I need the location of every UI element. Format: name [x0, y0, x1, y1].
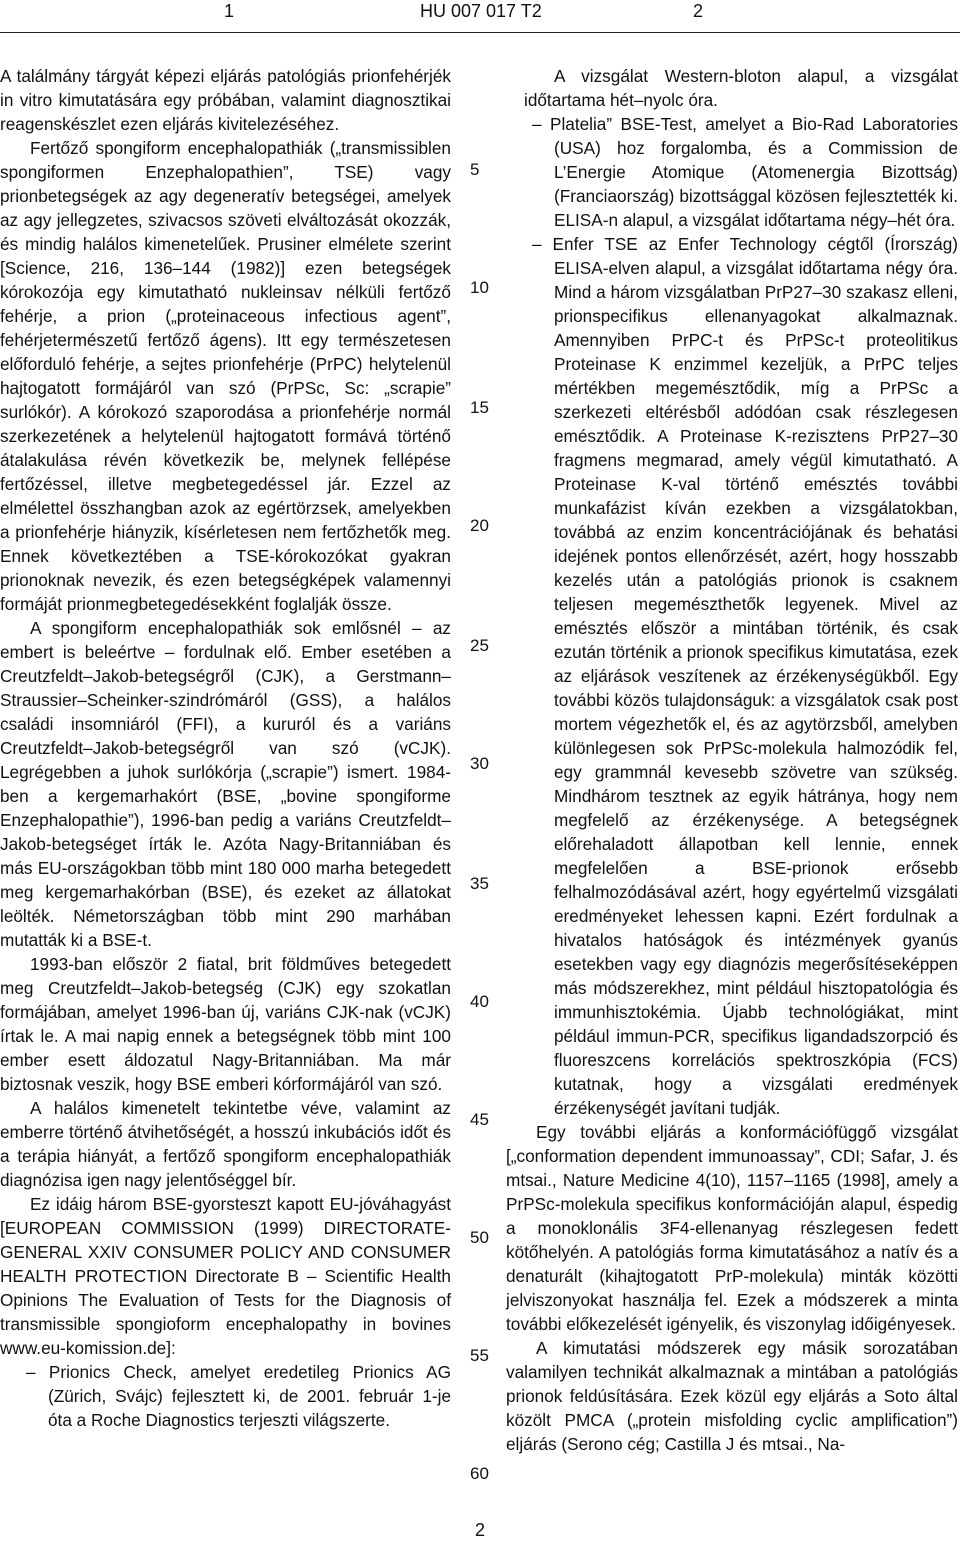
paragraph: A vizsgálat Western-bloton alapul, a vizsgálat időtartama hét–nyolc óra.: [524, 66, 958, 110]
line-number: 25: [470, 636, 489, 655]
line-number: 5: [470, 160, 480, 179]
header-right-page-number: 2: [693, 1, 704, 21]
paragraph: A spongiform encephalopathiák sok emlősnél – az embert is beleértve – fordulnak elő. Ember esetében a Creutzfeldt–Jakob-betegségről (CJK), a Gerstmann–Straussier–Scheinker-szindrómáról (GSS), a halálos családi insomniáról (FFI), a kururól és a variáns Creutzfeldt–Jakob-betegségről van szó (vCJK). Legrégebben a juhok surlókórja („scrapie”) ismert. 1984-ben a kergemarhakórt (BSE, „bovine spongiforme Enzephalopathie”), 1996-ban pedig a variáns Creutzfeldt–Jakob-betegséget írták le. Azóta Nagy-Britanniában és más EU-országokban több mint 180 000 marha betegedett meg kergemarhakórban (BSE), és ezeket az állatokat leölték. Németországban több mint 290 marhában mutatták ki a BSE-t.: [0, 618, 451, 950]
left-column: [0, 64, 451, 1432]
paragraph: Ez idáig három BSE-gyorsteszt kapott EU-jóváhagyást [EUROPEAN COMMISSION (1999) DIRECTORATE-GENERAL XXIV CONSUMER POLICY AND CONSUMER HEALTH PROTECTION Directorate B – Scientific Health Opinions The Evaluation of Tests for the Diagnosis of transmissible spongioform encephalopathy in bovines www.eu-komission.de]:: [0, 1194, 451, 1358]
line-number: 55: [470, 1346, 489, 1365]
list-item: – Platelia” BSE-Test, amelyet a Bio-Rad Laboratories (USA) hoz forgalomba, és a Commission de L’Energie Atomique (Atomenergia Bizottság) (Franciaország) bizottsággal közösen fejlesztették ki. ELISA-n alapul, a vizsgálat időtartama négy–hét óra.: [532, 114, 958, 230]
right-column: [506, 64, 958, 1456]
header-rule: [0, 32, 960, 33]
line-number: 20: [470, 516, 489, 535]
line-number: 35: [470, 874, 489, 893]
list-item: – Prionics Check, amelyet eredetileg Prionics AG (Zürich, Svájc) fejlesztett ki, de 2001. február 1-je óta a Roche Diagnostics terjeszti világszerte.: [26, 1362, 451, 1430]
paragraph: A halálos kimenetelt tekintetbe véve, valamint az emberre történő átvihetőségét, a hosszú inkubációs időt és a terápia hiányát, a fertőző spongiform encephalopathiák diagnózisa igen nagy jelentőséggel bír.: [0, 1098, 451, 1190]
line-number: 15: [470, 398, 489, 417]
line-number: 45: [470, 1110, 489, 1129]
line-number: 50: [470, 1228, 489, 1247]
paragraph: A találmány tárgyát képezi eljárás patológiás prionfehérjék in vitro kimutatására egy próbában, valamint diagnosztikai reagenskészlet ezen eljárás kivitelezéséhez.: [0, 66, 451, 134]
header-left-page-number: 1: [224, 1, 235, 21]
line-number: 40: [470, 992, 489, 1011]
footer-page-number: 2: [474, 1520, 485, 1540]
paragraph: A kimutatási módszerek egy másik sorozatában valamilyen technikát alkalmaznak a mintában a patológiás prionok feldúsítására. Ezek közül egy eljárás a Soto által közölt PMCA („protein misfolding cyclic amplification”) eljárás (Serono cég; Castilla J és mtsai., Na-: [506, 1338, 958, 1454]
line-number: 10: [470, 278, 489, 297]
list-item: – Enfer TSE az Enfer Technology cégtől (Írország) ELISA-elven alapul, a vizsgálat időtartama négy óra. Mind a három vizsgálatban PrP27–30 szakasz elleni, prionspecifikus ellenanyagokat alkalmaznak. Amennyiben PrPC-t és PrPSc-t proteolitikus Proteinase K enzimmel kezeljük, a PrPC teljes mértékben megemésztődik, míg a PrPSc a szerkezeti eltérésből adódóan csak részlegesen emésztődik. A Proteinase K-rezisztens PrP27–30 fragmens megmarad, amely végül kimutatható. A Proteinase K-val történő emésztés további munkafázist kíván ezekben a vizsgálatokban, továbbá az enzim koncentrációjának és behatási idejének pontos ellenőrzését, azért, hogy hosszabb kezelés után a patológiás prionok is csaknem teljesen megemészthetők legyenek. Mivel az emésztés először a mintában történik, és csak ezután történik a prionok specifikus kimutatása, ezek az eljárások veszítenek az érzékenységükből. Egy további közös tulajdonságuk: a vizsgálatok csak post mortem végezhetők el, és az agytörzsből, amelyben különlegesen sok PrPSc-molekula halmozódik fel, egy grammnál kevesebb szövetre van szükség. Mindhárom tesztnek az egyik hátránya, hogy nem megfelelő az érzékenysége. A betegségnek előrehaladott állapotban kell lennie, ennek megfelelően a BSE-prionok erősebb felhalmozódásával azért, hogy egyértelmű vizsgálati eredményeket lehessen kapni. Ezért fordulnak a hivatalos hatóságok és intézmények gyanús esetekben vagy egy diagnózis megerősítéseképpen más módszerekhez, mint például hisztopatológia és immunhisztokémia. Újabb technológiákat, mint például immun-PCR, specifikus ligandadszorpció és fluoreszcens korrelációs spektroszkópia (FCS) kutatnak, hogy a vizsgálati eredmények érzékenységét javítani tudják.: [532, 234, 958, 1118]
document-id: HU 007 017 T2: [420, 1, 542, 21]
paragraph: 1993-ban először 2 fiatal, brit földműves betegedett meg Creutzfeldt–Jakob-betegség (CJK) egy szokatlan formájában, amelyet 1996-ban új, variáns CJK-nak (vCJK) írtak le. A mai napig ennek a betegségnek több mint 100 ember esett áldozatul Nagy-Britanniában. Ma már biztosnak veszik, hogy BSE emberi kórformájáról van szó.: [0, 954, 451, 1094]
paragraph: Egy további eljárás a konformációfüggő vizsgálat [„conformation dependent immunoassay”, CDI; Safar, J. és mtsai., Nature Medicine 4(10), 1157–1165 (1998], amely a PrPSc-molekula specifikus konformációján alapul, éspedig a monoklonális 3F4-ellenanyag részlegesen fedett kötőhelyén. A patológiás forma kimutatásához a natív és a denaturált (kihajtogatott PrP-molekula) minták közötti jelviszonyokat használja fel. Ezek a módszerek a minta további előkezelését igényelik, és viszonylag időigényesek.: [506, 1122, 958, 1334]
paragraph: Fertőző spongiform encephalopathiák („transmissiblen spongiformen Enzephalopathien”, TSE) vagy prionbetegségek az agy degeneratív betegségei, amelyek az agy jellegzetes, szivacsos szöveti elváltozását okozzák, és mindig halálos kimenetelűek. Prusiner elmélete szerint [Science, 216, 136–144 (1982)] ezen betegségek kórokozója egy kimutatható nukleinsav nélküli fertőző fehérje, a prion („proteinaceous infectious agent”, fehérjetermészetű fertőző ágens). Itt egy természetesen előforduló fehérje, a sejtes prionfehérje (PrPC) helytelenül hajtogatott formájáról van szó (PrPSc, Sc: „scrapie” surlókór). A kórokozó szaporodása a prionfehérje normál szerkezetének a helytelenül hajtogatott formává történő átalakulása révén következik be, melynek fellépése fertőzéssel, illetve megbetegedéssel jár. Ezzel az elmélettel összhangban azok az egértörzsek, amelyekben a prionfehérje hiányzik, kísérletesen nem fertőzhetők meg. Ennek következtében a TSE-kórokozókat gyakran prionoknak nevezik, és ezen betegségképek valamennyi formáját prionmegbetegedésekként foglalják össze.: [0, 138, 451, 614]
line-number: 60: [470, 1464, 489, 1483]
line-number: 30: [470, 754, 489, 773]
